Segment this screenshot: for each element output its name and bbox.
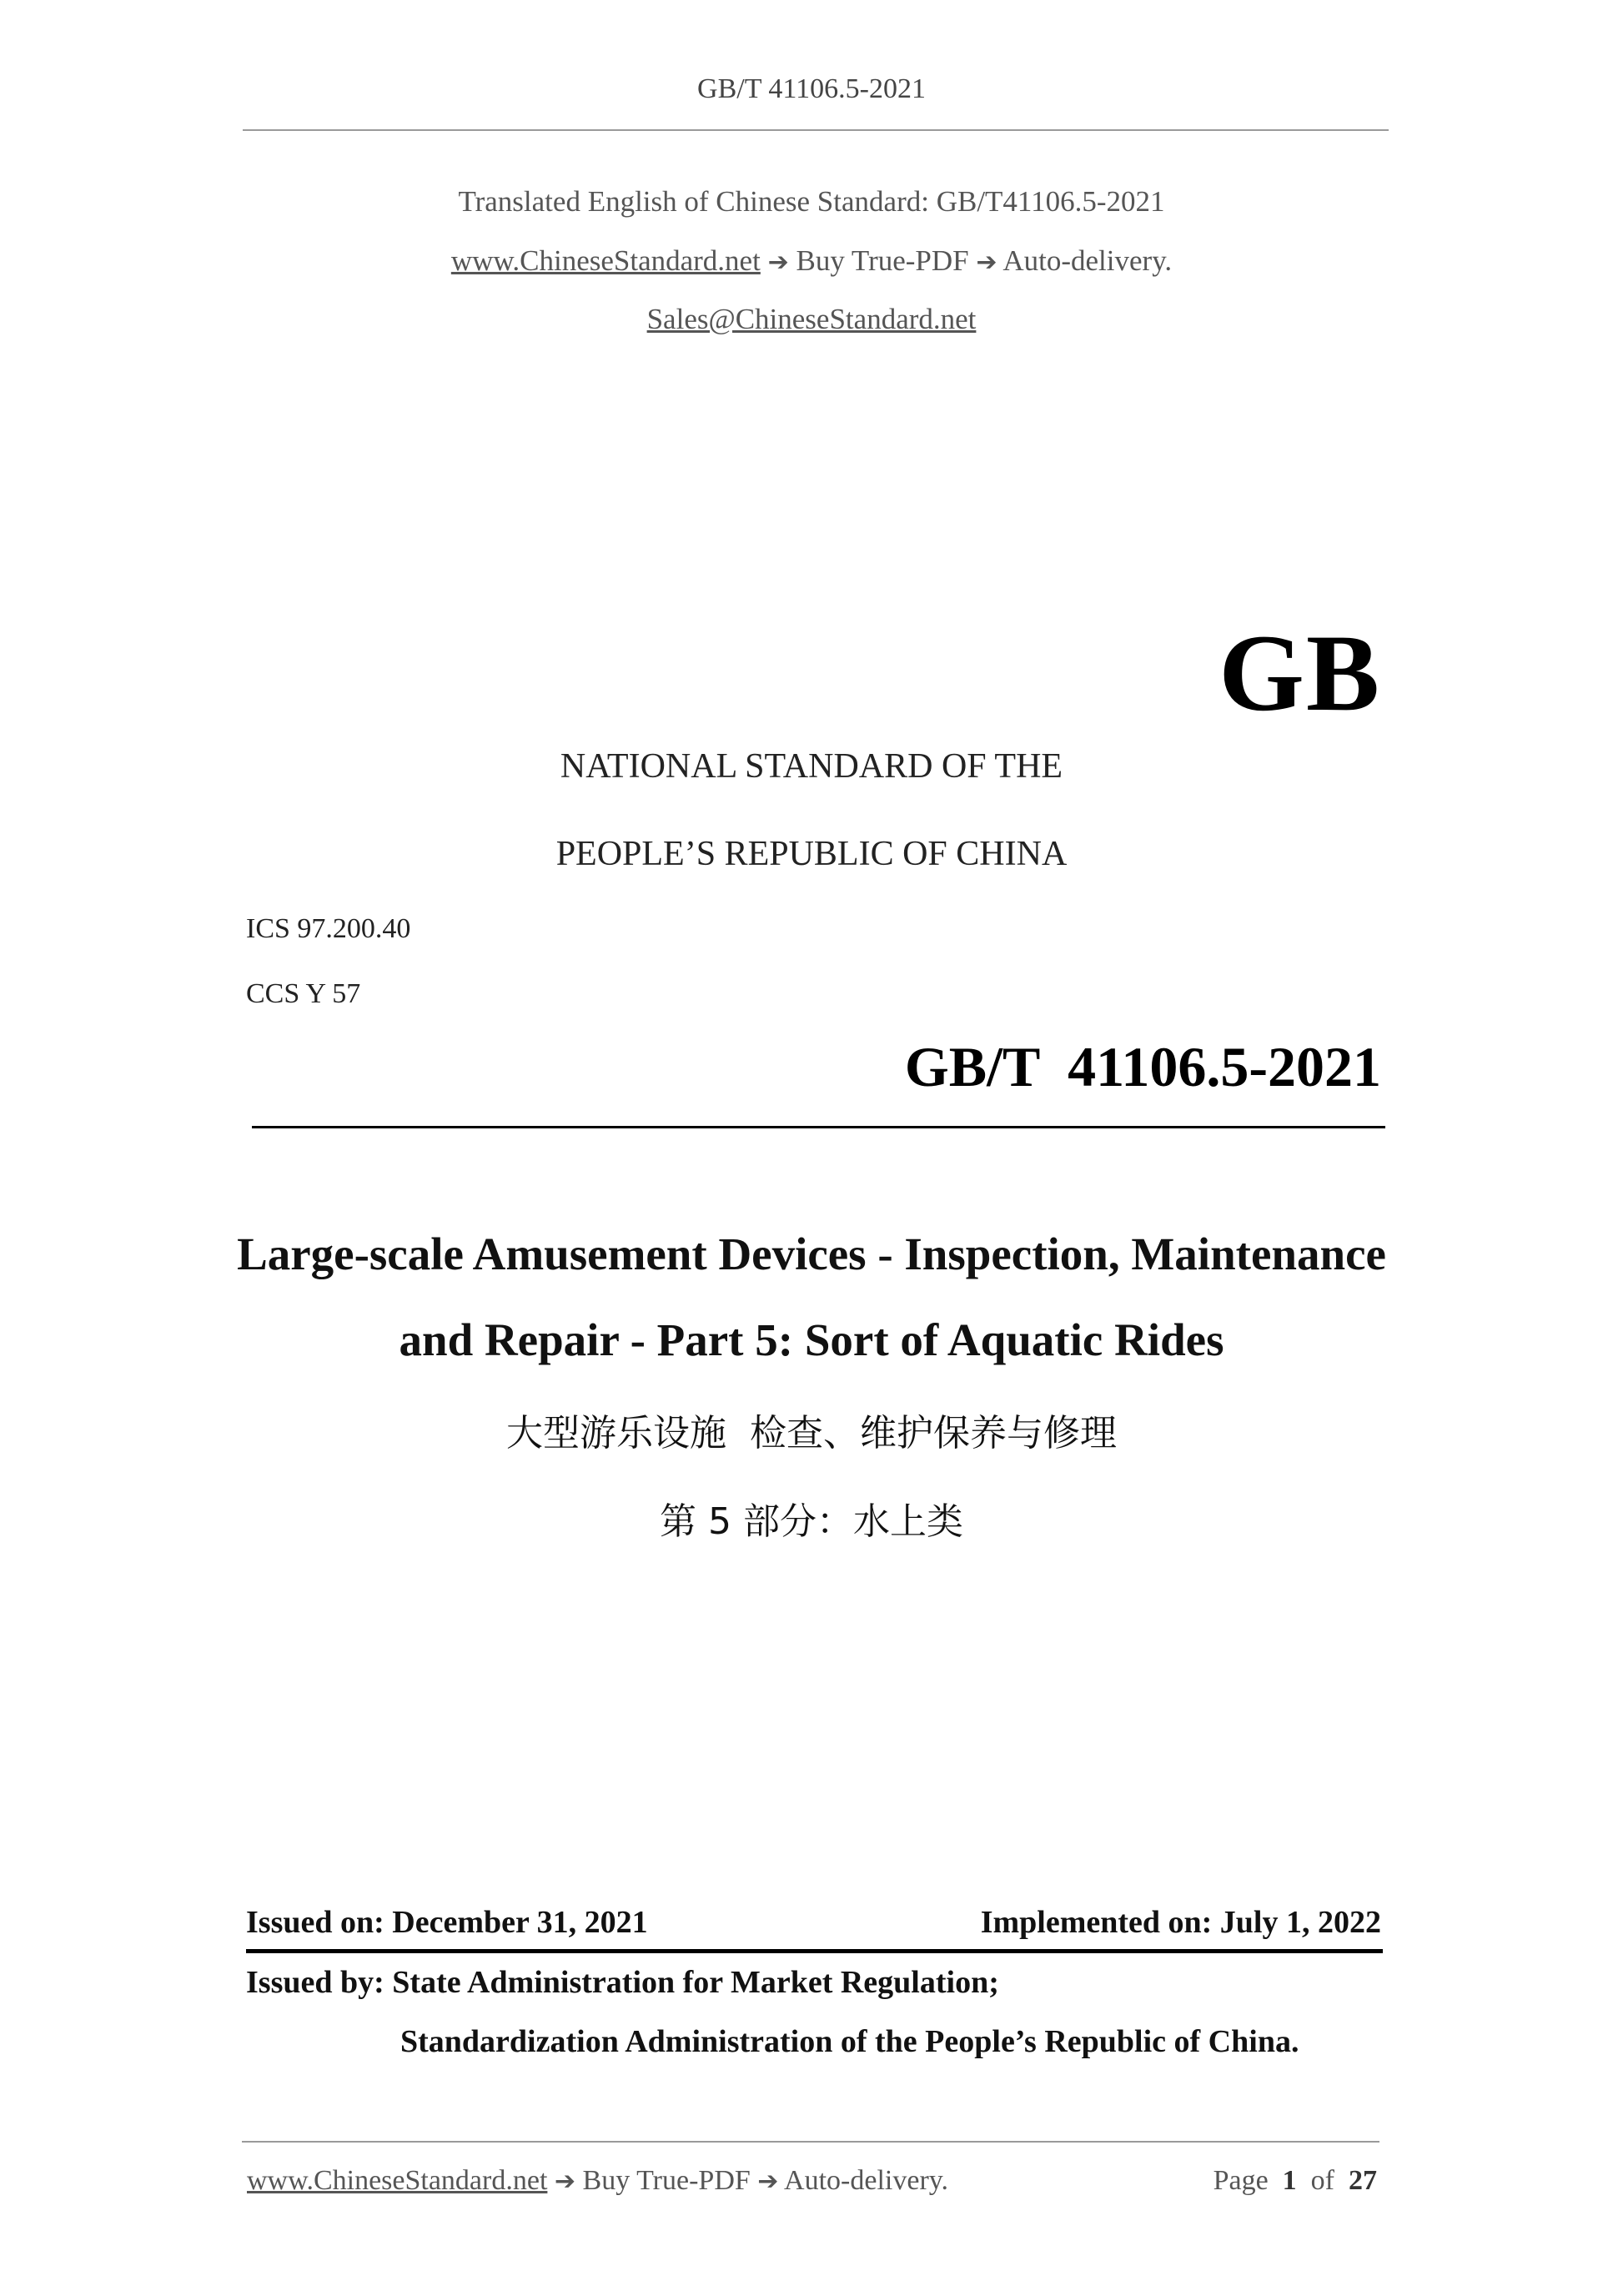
auto-delivery-text: Auto-delivery. [1002,244,1173,277]
chinese-title-line-2: 第 5 部分：水上类 [660,1500,963,1543]
arrow-right-icon: ➔ [757,2167,779,2196]
ccs-code: CCS Y 57 [246,978,361,1009]
arrow-right-icon: ➔ [554,2167,576,2196]
english-title-line-2: and Repair - Part 5: Sort of Aquatic Rides [399,1314,1224,1365]
footer-divider [242,2141,1379,2143]
national-standard-heading-line-2: PEOPLE’S REPUBLIC OF CHINA [555,835,1068,873]
translated-notice: Translated English of Chinese Standard: GB/T41106.5-2021 [458,185,1165,218]
footer-buy-true-pdf-text: Buy True-PDF [582,2165,751,2196]
chinese-title-line-1: 大型游乐设施 检查、维护保养与修理 [506,1412,1117,1454]
site-link[interactable]: www.ChineseStandard.net [450,244,761,277]
national-standard-heading-line-1: NATIONAL STANDARD OF THE [560,747,1063,786]
sales-email-line [0,303,1623,336]
page-label: Page [1213,2165,1269,2196]
english-title-line-1: Large-scale Amusement Devices - Inspection, Maintenance [237,1228,1386,1279]
footer-site-link[interactable]: www.ChineseStandard.net [247,2165,548,2196]
implemented-on-date: Implemented on: July 1, 2022 [980,1905,1381,1940]
page-of-label: of [1310,2165,1334,2196]
issued-by-line-2: Standardization Administration of the People’s Republic of China. [400,2024,1299,2059]
title-divider [252,1126,1385,1128]
footer-purchase-line [247,2165,948,2197]
header-divider [243,129,1389,131]
page-total: 27 [1349,2165,1377,2196]
ics-code: ICS 97.200.40 [246,913,411,944]
footer-auto-delivery-text: Auto-delivery. [784,2165,949,2196]
arrow-right-icon: ➔ [767,248,789,277]
sales-email-link[interactable]: Sales@ChineseStandard.net [646,303,977,335]
issued-by-line-1: Issued by: State Administration for Market Regulation; [246,1965,999,2000]
buy-true-pdf-text: Buy True-PDF [796,244,969,277]
standard-number: GB/T 41106.5-2021 [904,1035,1381,1098]
issuance-divider [246,1949,1383,1953]
gb-logo: GB [1219,611,1381,734]
purchase-line [0,244,1623,278]
running-header: GB/T 41106.5-2021 [697,73,926,104]
page-current: 1 [1282,2165,1297,2196]
issued-on-date: Issued on: December 31, 2021 [246,1905,648,1940]
arrow-right-icon: ➔ [976,248,997,277]
page-indicator [1213,2165,1377,2197]
